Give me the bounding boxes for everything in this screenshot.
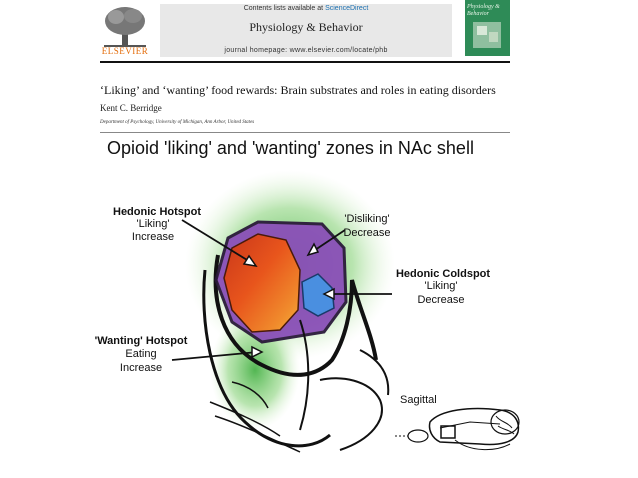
sagittal-rat-brain-inset (395, 409, 519, 450)
contents-prefix: Contents lists available at (243, 5, 324, 12)
wanting-line1: Eating (125, 348, 157, 360)
sciencedirect-link[interactable]: ScienceDirect (325, 5, 369, 12)
journal-homepage[interactable]: journal homepage: www.elsevier.com/locate/phb (224, 47, 388, 54)
article-title: ‘Liking’ and ‘wanting’ food rewards: Brain substrates and roles in eating disorders (100, 83, 496, 97)
coldspot-title: Hedonic Coldspot (395, 268, 491, 280)
sagittal-label: Sagittal (400, 394, 437, 406)
affiliation-divider (100, 132, 510, 133)
nac-shell-figure (0, 160, 638, 478)
article-affiliation: Department of Psychology, University of Michigan, Ann Arbor, United States (100, 120, 255, 125)
hotspot-line1: 'Liking' (136, 218, 170, 230)
disliking-line1: 'Disliking' (344, 213, 390, 225)
coldspot-line2: Decrease (417, 294, 465, 306)
wanting-line2: Increase (119, 362, 163, 374)
publisher-name: ELSEVIER (101, 46, 149, 56)
article-author: Kent C. Berridge (100, 103, 162, 113)
journal-name: Physiology & Behavior (249, 20, 363, 34)
brain-structure-line (320, 378, 382, 450)
cover-title: Physiology & Behavior (467, 4, 500, 17)
figure-title: Opioid 'liking' and 'wanting' zones in NAc shell (107, 138, 474, 158)
hotspot-title: Hedonic Hotspot (113, 206, 201, 218)
hotspot-line2: Increase (131, 231, 175, 243)
coldspot-line1: 'Liking' (424, 280, 458, 292)
header-divider (100, 61, 510, 63)
contents-line (160, 5, 452, 12)
wanting-title: 'Wanting' Hotspot (94, 335, 188, 347)
disliking-line2: Decrease (343, 227, 391, 239)
